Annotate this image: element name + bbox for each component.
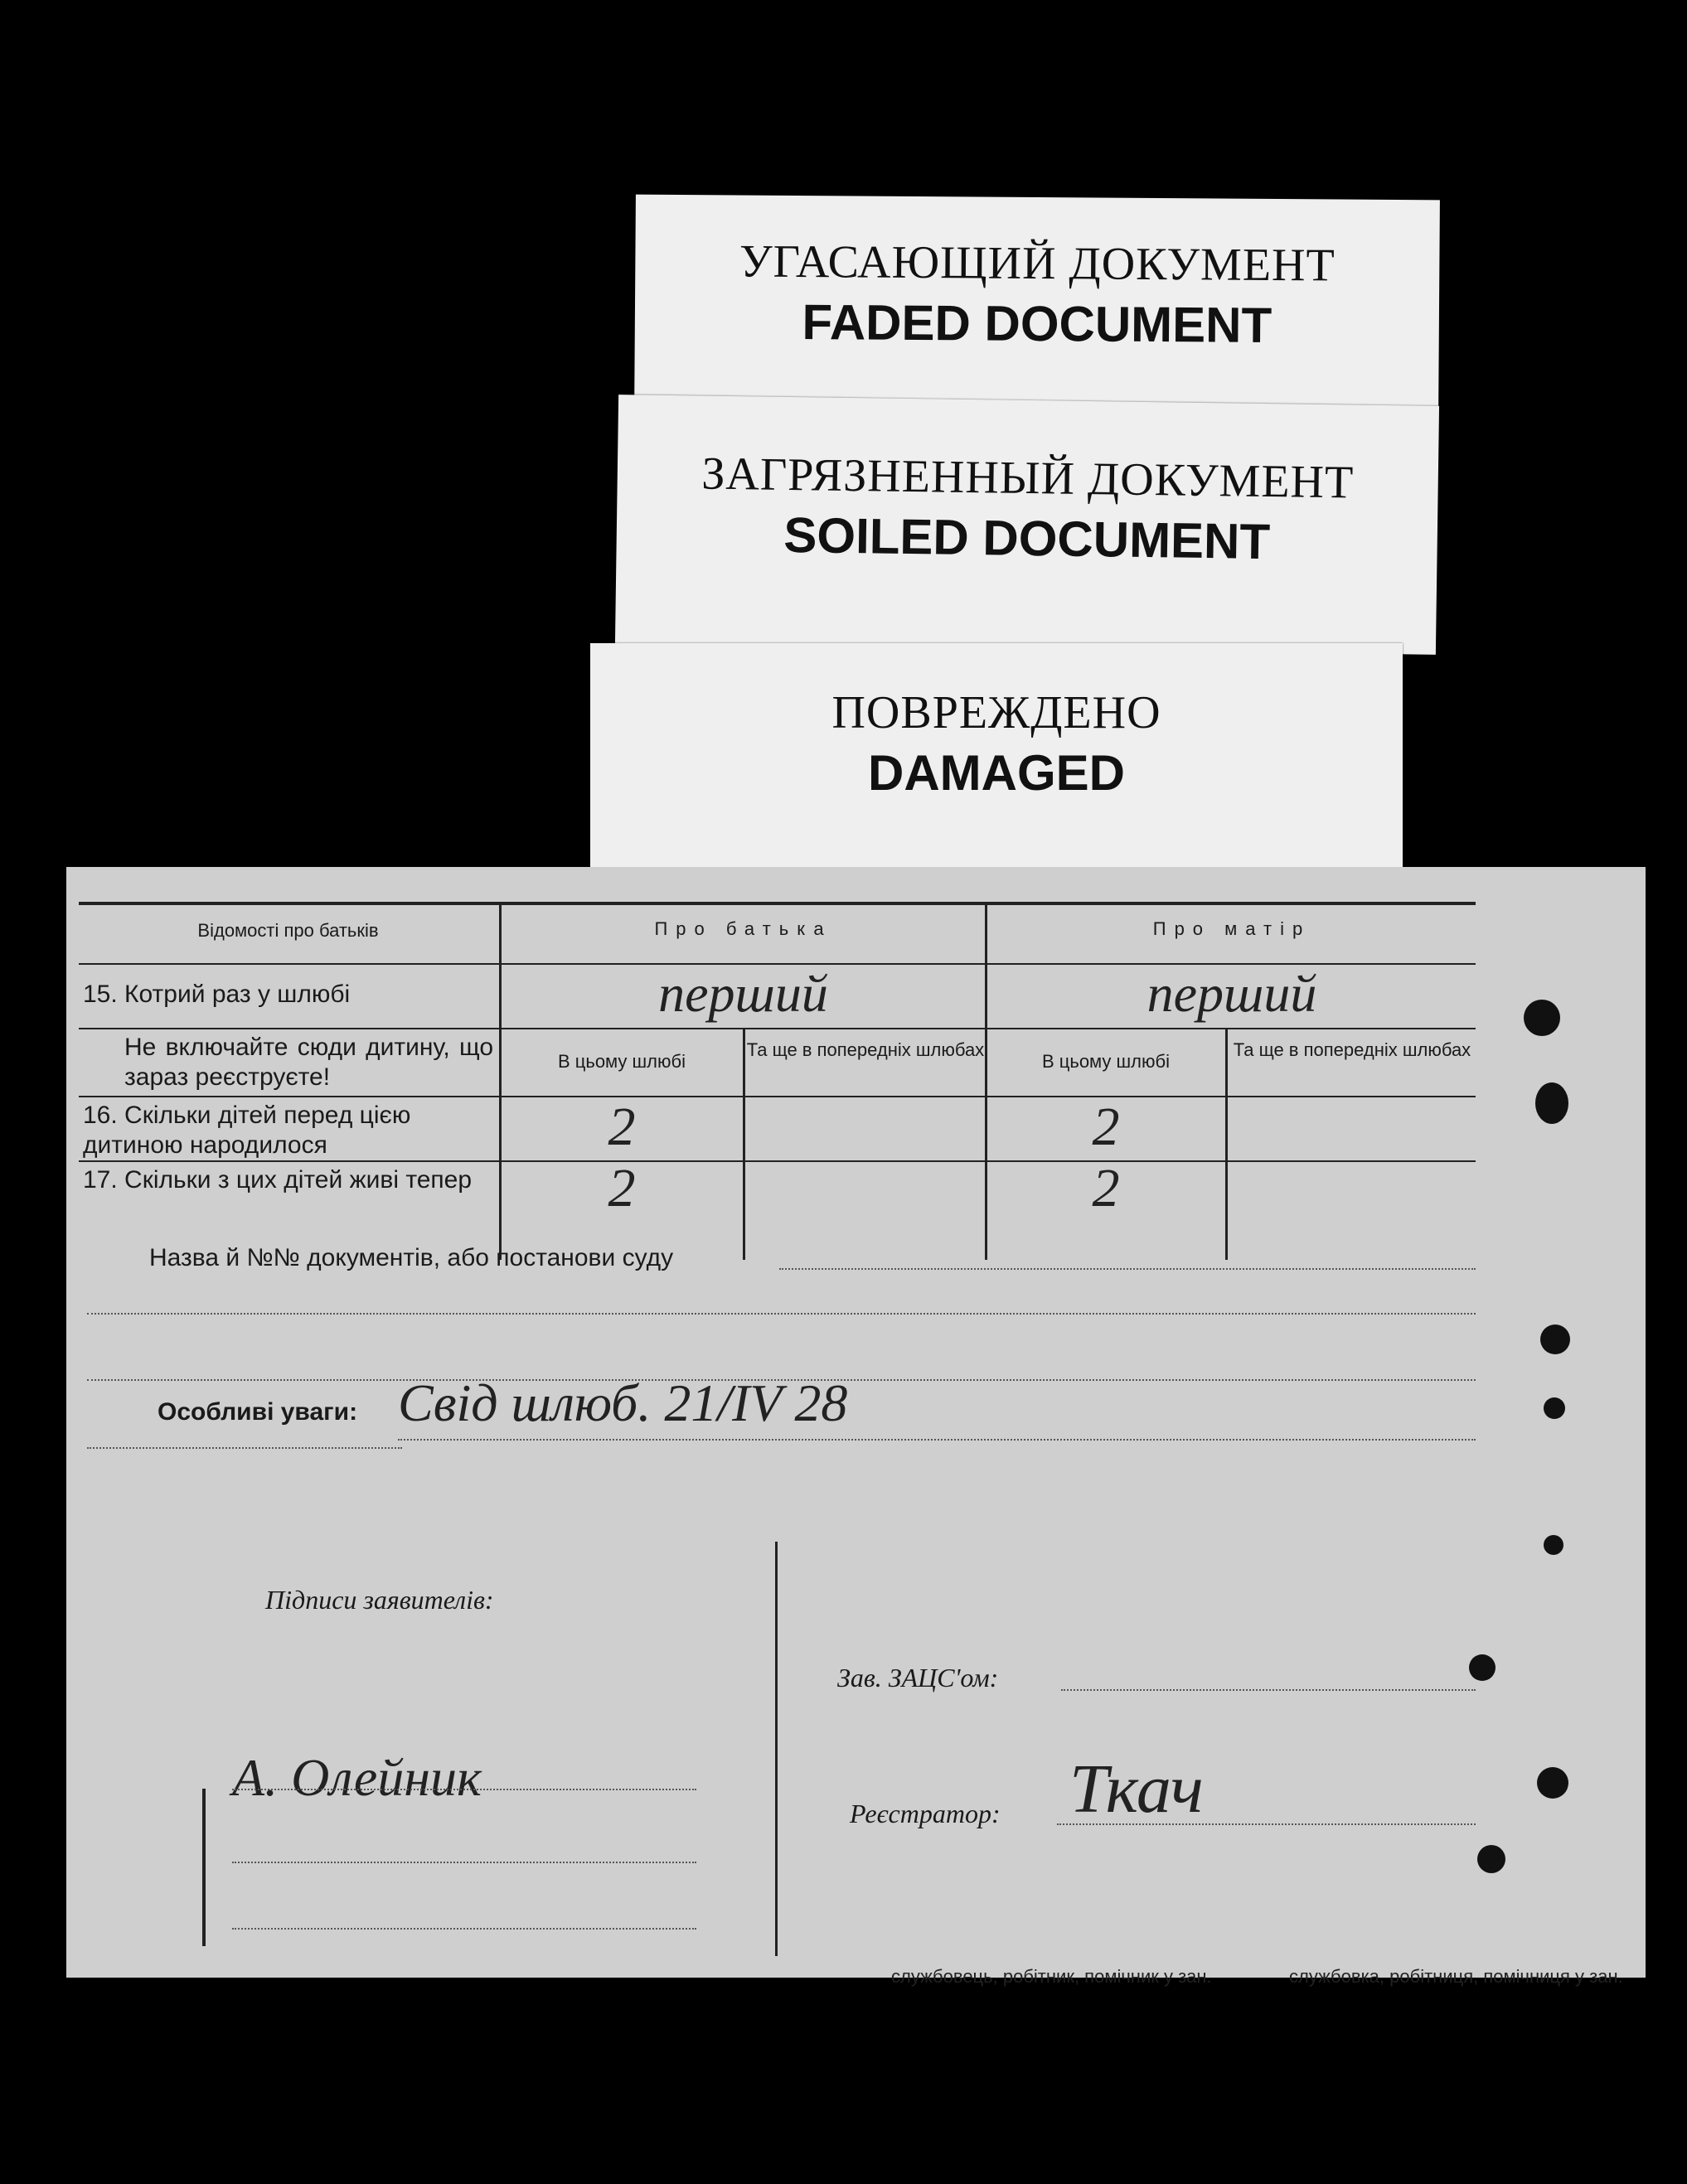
registration-form xyxy=(66,867,1646,1978)
soiled-document-card xyxy=(615,395,1439,655)
row17-mother-value: 2 xyxy=(1092,1158,1120,1218)
row17-label: 17. Скільки з цих дітей живі тепер xyxy=(83,1166,473,1194)
header-mother: Про матір xyxy=(1152,918,1311,939)
damage-hole xyxy=(1469,1654,1496,1681)
damage-hole xyxy=(1540,1324,1570,1354)
row17-father-value: 2 xyxy=(608,1158,636,1218)
mother-col-previous: Та ще в попередніх шлюбах xyxy=(1233,1039,1471,1060)
damage-hole xyxy=(1544,1535,1563,1555)
row16-father-value: 2 xyxy=(608,1097,636,1157)
mother-col-this-marriage: В цьому шлюбі xyxy=(1041,1051,1171,1072)
remarks-value: Свід шлюб. 21/IV 28 xyxy=(398,1373,848,1432)
head-zags-label: Зав. ЗАЦС'ом: xyxy=(837,1663,999,1692)
soiled-card-english: SOILED DOCUMENT xyxy=(783,506,1271,570)
faded-card-russian: УГАСАЮЩИЙ ДОКУМЕНТ xyxy=(739,235,1336,292)
father-col-previous: Та ще в попередніх шлюбах xyxy=(746,1039,985,1060)
damage-hole xyxy=(1477,1845,1505,1873)
row15-father-value: перший xyxy=(658,964,828,1023)
soiled-card-russian: ЗАГРЯЗНЕННЫЙ ДОКУМЕНТ xyxy=(700,448,1355,509)
damage-hole xyxy=(1535,1082,1568,1124)
father-col-this-marriage: В цьому шлюбі xyxy=(557,1051,686,1072)
row16-mother-value: 2 xyxy=(1092,1097,1120,1157)
damaged-card-english: DAMAGED xyxy=(868,745,1125,801)
note-exclude-child: Не включайте сюди дитину, що зараз реєструєте! xyxy=(124,1034,493,1091)
row15-mother-value: перший xyxy=(1146,964,1317,1023)
damage-hole xyxy=(1544,1397,1565,1419)
damaged-card-russian: ПОВРЕЖДЕНО xyxy=(831,687,1161,738)
row16-label: 16. Скільки дітей перед цією дитиною народилося xyxy=(83,1102,411,1159)
applicant-signature: А. Олейник xyxy=(232,1748,482,1807)
remarks-label: Особливі уваги: xyxy=(158,1398,358,1426)
registrar-signature: Ткач xyxy=(1069,1751,1204,1828)
header-father: Про батька xyxy=(654,918,832,939)
bottom-text-left: службовець, робітник, помічник у зан. xyxy=(891,1966,1212,1987)
faded-document-card xyxy=(634,195,1440,420)
bottom-text-right: службовка, робітниця, помічниця у зан. xyxy=(1289,1966,1623,1987)
row15-label: 15. Котрий раз у шлюбі xyxy=(83,981,351,1008)
documents-label: Назва й №№ документів, або постанови суду xyxy=(149,1244,674,1271)
damage-hole xyxy=(1524,1000,1560,1036)
signatures-label: Підписи заявителів: xyxy=(265,1585,494,1615)
faded-card-english: FADED DOCUMENT xyxy=(802,294,1273,353)
damaged-card xyxy=(590,643,1403,884)
header-parents-info: Відомості про батьків xyxy=(197,920,379,941)
damage-hole xyxy=(1537,1767,1568,1799)
registrar-label: Реєстратор: xyxy=(850,1799,1001,1828)
